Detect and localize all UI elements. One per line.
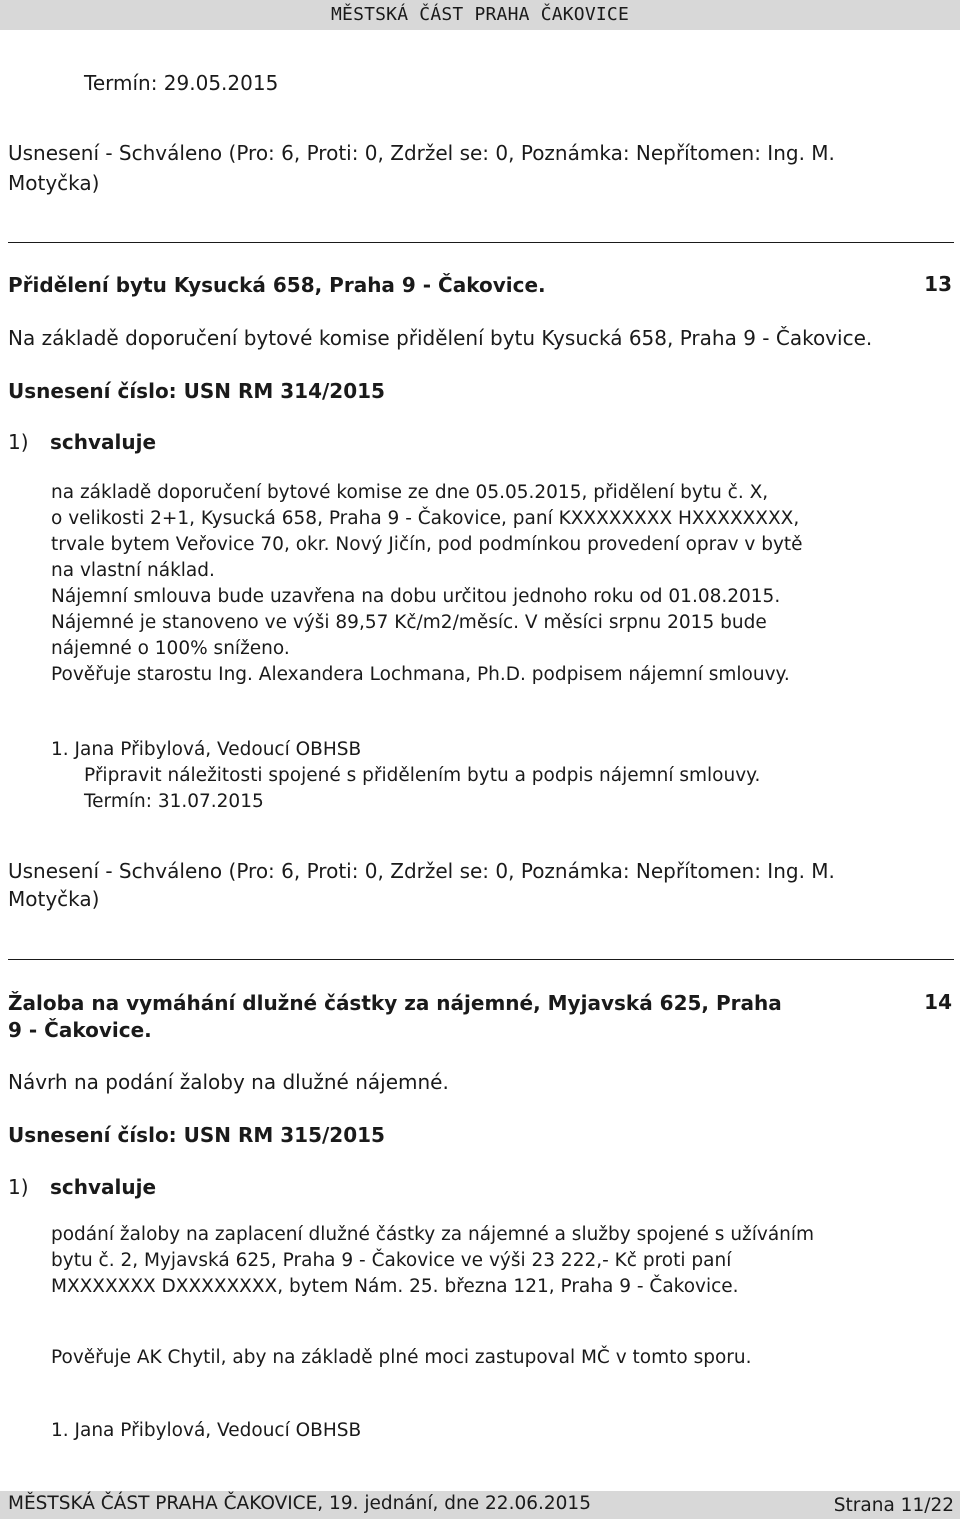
resolution-status-line: Usnesení - Schváleno (Pro: 6, Proti: 0, Zdržel se: 0, Poznámka: Nepřítomen: Ing. M. bbox=[8, 859, 835, 883]
task-description: Připravit náležitosti spojené s přidělením bytu a podpis nájemní smlouvy. bbox=[84, 765, 761, 786]
approve-label: schvaluje bbox=[50, 1175, 157, 1199]
resolution-body-line: MXXXXXXX DXXXXXXXX, bytem Nám. 25. března 121, Praha 9 - Čakovice. bbox=[51, 1276, 739, 1297]
section-divider bbox=[8, 242, 954, 243]
resolution-body-line: nájemné o 100% sníženo. bbox=[51, 638, 290, 659]
agenda-item-title: Žaloba na vymáhání dlužné částky za nájemné, Myjavská 625, Praha bbox=[8, 991, 782, 1015]
agenda-item-intro: Na základě doporučení bytové komise přidělení bytu Kysucká 658, Praha 9 - Čakovice. bbox=[8, 326, 873, 350]
section-divider bbox=[8, 959, 954, 960]
approve-label: schvaluje bbox=[50, 430, 157, 454]
resolution-status-line: Motyčka) bbox=[8, 887, 100, 911]
resolution-body-line: Nájemné je stanoveno ve výši 89,57 Kč/m2/měsíc. V měsíci srpnu 2015 bude bbox=[51, 612, 767, 633]
agenda-item-title: Přidělení bytu Kysucká 658, Praha 9 - Čakovice. bbox=[8, 273, 546, 297]
agenda-item-number: 14 bbox=[924, 990, 952, 1014]
resolution-status-line: Usnesení - Schváleno (Pro: 6, Proti: 0, Zdržel se: 0, Poznámka: Nepřítomen: Ing. M. bbox=[8, 141, 835, 165]
resolution-number: Usnesení číslo: USN RM 314/2015 bbox=[8, 379, 385, 403]
resolution-body-line: na vlastní náklad. bbox=[51, 560, 215, 581]
resolution-body-line: Nájemní smlouva bude uzavřena na dobu určitou jednoho roku od 01.08.2015. bbox=[51, 586, 781, 607]
agenda-item-number: 13 bbox=[924, 272, 952, 296]
resolution-body-line: bytu č. 2, Myjavská 625, Praha 9 - Čakovice ve výši 23 222,- Kč proti paní bbox=[51, 1250, 732, 1271]
footer-meeting-info: MĚSTSKÁ ČÁST PRAHA ČAKOVICE, 19. jednání, dne 22.06.2015 bbox=[8, 1493, 591, 1514]
task-responsible-person: 1. Jana Přibylová, Vedoucí OBHSB bbox=[51, 1420, 362, 1441]
resolution-body-line: na základě doporučení bytové komise ze dne 05.05.2015, přidělení bytu č. X, bbox=[51, 482, 769, 503]
resolution-number: Usnesení číslo: USN RM 315/2015 bbox=[8, 1123, 385, 1147]
resolution-body-line: trvale bytem Veřovice 70, okr. Nový Jičín, pod podmínkou provedení oprav v bytě bbox=[51, 534, 803, 555]
page-header-title: MĚSTSKÁ ČÁST PRAHA ČAKOVICE bbox=[331, 4, 629, 25]
agenda-item-intro: Návrh na podání žaloby na dlužné nájemné. bbox=[8, 1070, 449, 1094]
task-responsible-person: 1. Jana Přibylová, Vedoucí OBHSB bbox=[51, 739, 362, 760]
resolution-status-line: Motyčka) bbox=[8, 171, 100, 195]
agenda-item-title: 9 - Čakovice. bbox=[8, 1018, 152, 1042]
resolution-body-line: podání žaloby na zaplacení dlužné částky za nájemné a služby spojené s užíváním bbox=[51, 1224, 815, 1245]
approve-index: 1) bbox=[8, 430, 29, 454]
resolution-body-line: Pověřuje AK Chytil, aby na základě plné moci zastupoval MČ v tomto sporu. bbox=[51, 1347, 752, 1368]
task-deadline: Termín: 31.07.2015 bbox=[84, 791, 264, 812]
resolution-body-line: o velikosti 2+1, Kysucká 658, Praha 9 - Čakovice, paní KXXXXXXXX HXXXXXXXX, bbox=[51, 508, 800, 529]
resolution-body-line: Pověřuje starostu Ing. Alexandera Lochmana, Ph.D. podpisem nájemní smlouvy. bbox=[51, 664, 790, 685]
footer-page-number: Strana 11/22 bbox=[833, 1495, 954, 1516]
deadline-text: Termín: 29.05.2015 bbox=[84, 71, 279, 95]
approve-index: 1) bbox=[8, 1175, 29, 1199]
